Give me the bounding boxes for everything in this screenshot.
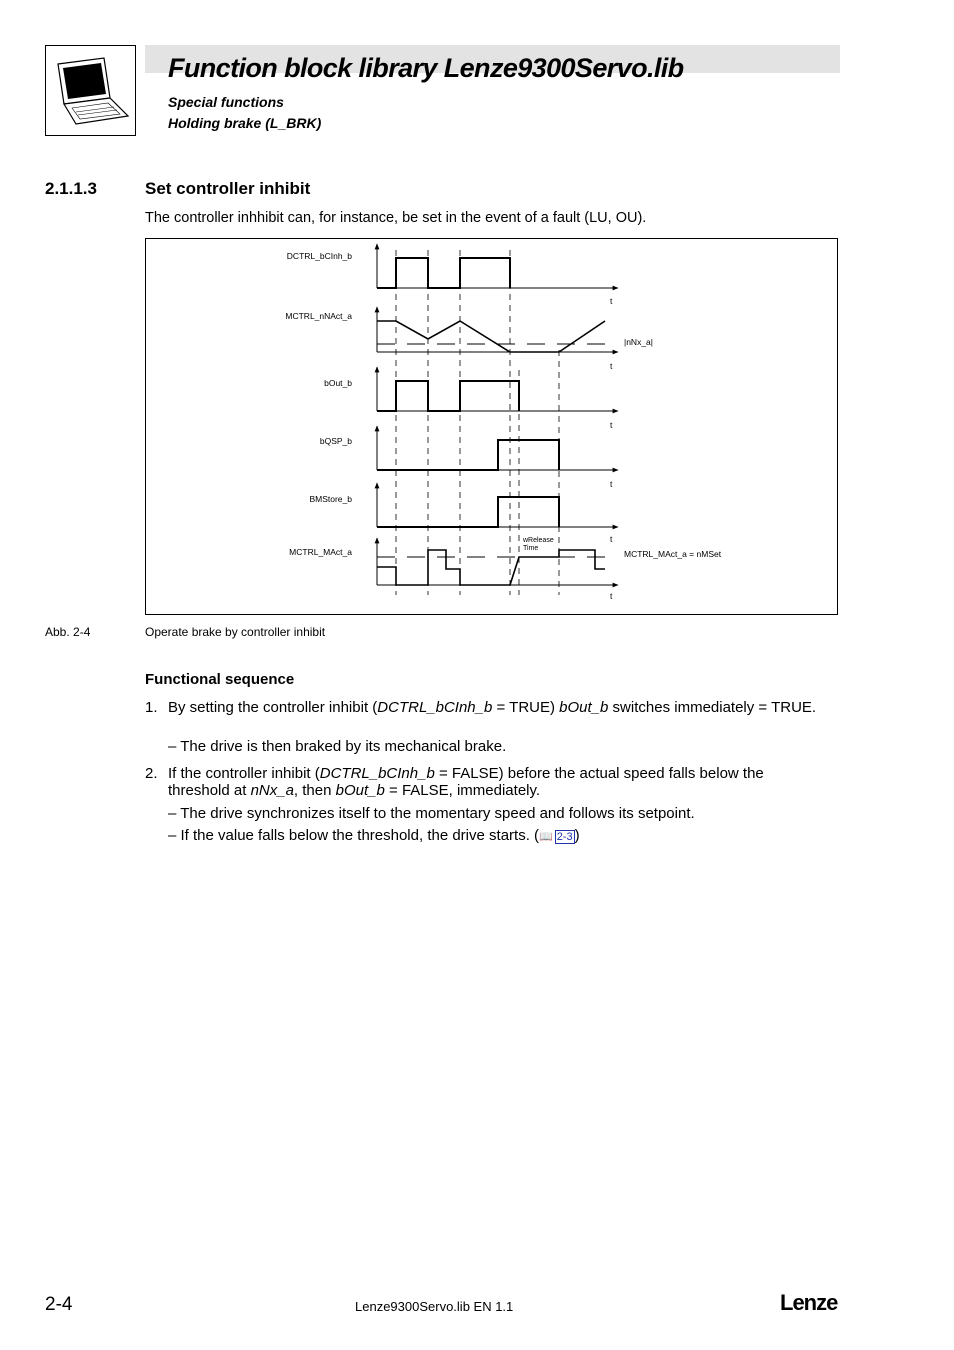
axis-t-label: t — [610, 296, 613, 306]
timing-diagram — [0, 0, 954, 640]
signal-name: nNx_a — [250, 782, 294, 799]
list-item-text: By setting the controller inhibit ( — [168, 699, 378, 716]
signal-label-mctrl-nnact: MCTRL_nNAct_a — [285, 311, 352, 321]
page-number: 2-4 — [45, 1294, 73, 1315]
signal-name: bOut_b — [335, 782, 385, 799]
signal-label-dctrl-bcinh: DCTRL_bCInh_b — [286, 251, 352, 261]
list-item-text: – If the value falls below the threshold, the drive starts. ( — [168, 827, 540, 844]
subtitle-holding-brake: Holding brake (L_BRK) — [168, 115, 322, 131]
axis-t-label: t — [610, 534, 613, 544]
torque-label: MCTRL_MAct_a = nMSet — [624, 549, 722, 559]
signal-label-bout: bOut_b — [324, 378, 352, 388]
list-item-number: 1. — [145, 699, 158, 716]
axis-t-label: t — [610, 361, 613, 371]
signal-name: DCTRL_bCInh_b — [319, 765, 435, 782]
subtitle-special-functions: Special functions — [168, 94, 284, 110]
figure-caption: Operate brake by controller inhibit — [145, 625, 326, 639]
list-item-number: 2. — [145, 765, 158, 782]
section-title: Set controller inhibit — [145, 179, 311, 198]
page-title: Function block library Lenze9300Servo.lib — [168, 53, 684, 83]
axis-t-label: t — [610, 479, 613, 489]
page-reference-link[interactable]: 2-3 — [556, 831, 573, 843]
functional-sequence-heading: Functional sequence — [145, 671, 295, 688]
release-time-label-2: Time — [523, 545, 539, 552]
list-item-2-dash-1: – The drive synchronizes itself to the momentary speed and follows its setpoint. — [168, 805, 695, 822]
threshold-label: |nNx_a| — [624, 337, 653, 347]
list-item-text: If the controller inhibit ( — [168, 765, 320, 782]
signal-label-bmstore: BMStore_b — [309, 494, 352, 504]
release-time-label-1: wRelease — [523, 537, 554, 544]
axis-t-label: t — [610, 591, 613, 601]
list-item-text: , then — [293, 782, 336, 799]
intro-text: The controller inhhibit can, for instance, be set in the event of a fault (LU, OU). — [145, 210, 647, 226]
book-icon: 📖 — [539, 831, 553, 843]
list-item-text: ) — [574, 827, 580, 844]
list-item-2-dash-2 — [168, 827, 580, 846]
section-number: 2.1.1.3 — [45, 179, 97, 198]
list-item-1-dash: – The drive is then braked by its mechanical brake. — [168, 738, 507, 755]
list-item-text: switches immediately = TRUE. — [608, 699, 817, 716]
signal-label-mctrl-mact: MCTRL_MAct_a — [289, 547, 352, 557]
signal-label-bqsp: bQSP_b — [319, 436, 352, 446]
signal-name: bOut_b — [559, 699, 609, 716]
list-item-text: = TRUE) — [492, 699, 560, 716]
figure-number: Abb. 2-4 — [45, 625, 91, 639]
list-item-1 — [168, 699, 828, 716]
list-item-2 — [168, 765, 828, 799]
signal-name: DCTRL_bCInh_b — [377, 699, 493, 716]
list-item-text: = FALSE, immediately. — [384, 782, 541, 799]
document-id: Lenze9300Servo.lib EN 1.1 — [355, 1299, 514, 1314]
axis-t-label: t — [610, 420, 613, 430]
list-item-text: = FALSE) before the actual speed falls below the threshold at — [168, 765, 764, 799]
brand-logo: Lenze — [780, 1290, 838, 1315]
